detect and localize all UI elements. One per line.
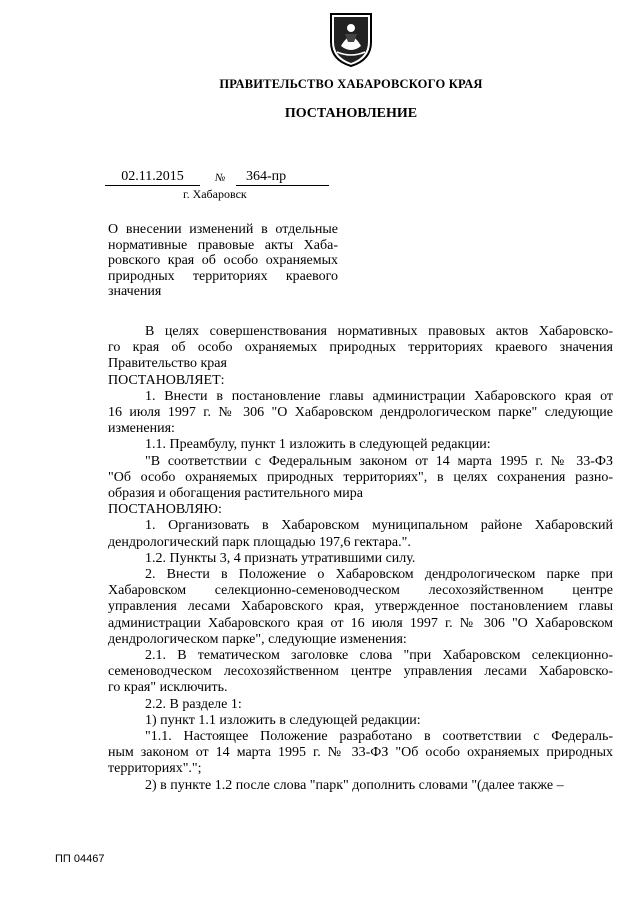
paragraph-line: 2.1. В тематическом заголовке слова "при Хабаровском селекционно- — [145, 648, 613, 664]
paragraph — [108, 518, 613, 550]
subject-line: О внесении изменений в отдельные — [108, 222, 338, 237]
paragraph-line: дендрологический парк площадью 197,6 гектара.". — [108, 534, 411, 550]
paragraph — [108, 713, 613, 729]
document-date: 02.11.2015 — [105, 169, 200, 186]
paragraph — [108, 729, 613, 778]
paragraph-line: 1) пункт 1.1 изложить в следующей редакции: — [145, 712, 421, 728]
paragraph — [108, 437, 613, 453]
paragraph-line: 1.1. Преамбулу, пункт 1 изложить в следующей редакции: — [145, 437, 491, 453]
paragraph-line: "1.1. Настоящее Положение разработано в соответствии с Федераль- — [145, 729, 613, 745]
paragraph-line: 1.2. Пункты 3, 4 признать утратившими силу. — [145, 550, 416, 566]
paragraph-line: 1. Организовать в Хабаровском муниципальном районе Хабаровский — [145, 518, 613, 534]
paragraph — [108, 324, 613, 373]
document-subject — [108, 222, 338, 300]
paragraph-line: 2. Внести в Положение о Хабаровском дендрологическом парке при — [145, 567, 613, 583]
paragraph — [108, 502, 613, 518]
paragraph-line: семеноводческом лесохозяйственном центре управления лесами Хабаровско- — [108, 664, 613, 680]
government-name: ПРАВИТЕЛЬСТВО ХАБАРОВСКОГО КРАЯ — [219, 77, 483, 91]
subject-line: нормативные правовые акты Хаба- — [108, 237, 338, 253]
paragraph-line: образия и обогащения растительного мира — [108, 486, 363, 502]
paragraph-line: "Об особо охраняемых природных территориях", в целях сохранения разно- — [108, 469, 613, 485]
paragraph-line: ПОСТАНОВЛЯЕТ: — [108, 372, 225, 388]
paragraph-line: территориях"."; — [108, 761, 202, 777]
document-number: 364-пр — [236, 169, 329, 186]
paragraph — [108, 648, 613, 697]
paragraph-line: 2.2. В разделе 1: — [145, 696, 242, 712]
paragraph — [108, 778, 613, 794]
paragraph-line: го края об особо охраняемых природных территориях краевого значения — [108, 340, 613, 356]
paragraph-line: 16 июля 1997 г. № 306 "О Хабаровском дендрологическом парке" следующие — [108, 405, 613, 421]
subject-line: природных территориях краевого — [108, 268, 338, 284]
coat-of-arms-emblem — [327, 8, 375, 68]
paragraph-line: ным законом от 14 марта 1995 г. № 33-ФЗ "Об особо охраняемых природных — [108, 745, 613, 761]
paragraph-line: Хабаровском селекционно-семеноводческом лесохозяйственном центре — [108, 583, 613, 599]
document-body — [108, 324, 613, 794]
paragraph — [108, 697, 613, 713]
city: г. Хабаровск — [183, 187, 247, 201]
paragraph-line: 2) в пункте 1.2 после слова "парк" дополнить словами "(далее также – — [145, 777, 564, 793]
subject-line: ровского края об особо охраняемых — [108, 253, 338, 268]
footer-code: ПП 04467 — [55, 853, 105, 865]
number-sign: № — [215, 172, 226, 184]
paragraph-line: ПОСТАНОВЛЯЮ: — [108, 502, 222, 518]
paragraph — [108, 454, 613, 503]
paragraph — [108, 567, 613, 648]
paragraph-line: дендрологическом парке", следующие изменения: — [108, 631, 407, 647]
paragraph-line: администрации Хабаровского края от 16 июля 1997 г. № 306 "О Хабаровском — [108, 615, 613, 631]
paragraph — [108, 551, 613, 567]
paragraph-line: В целях совершенствования нормативных правовых актов Хабаровско- — [145, 324, 613, 339]
paragraph — [108, 373, 613, 389]
subject-line: значения — [108, 284, 162, 299]
paragraph-line: "В соответствии с Федеральным законом от 14 марта 1995 г. № 33-ФЗ — [145, 453, 613, 469]
document-type: ПОСТАНОВЛЕНИЕ — [284, 106, 418, 121]
paragraph — [108, 389, 613, 438]
paragraph-line: го края" исключить. — [108, 680, 228, 696]
paragraph-line: изменения: — [108, 421, 175, 437]
paragraph-line: 1. Внести в постановление главы администрации Хабаровского края от — [145, 388, 613, 404]
paragraph-line: управления лесами Хабаровского края, утвержденное постановлением главы — [108, 599, 613, 615]
paragraph-line: Правительство края — [108, 356, 227, 372]
